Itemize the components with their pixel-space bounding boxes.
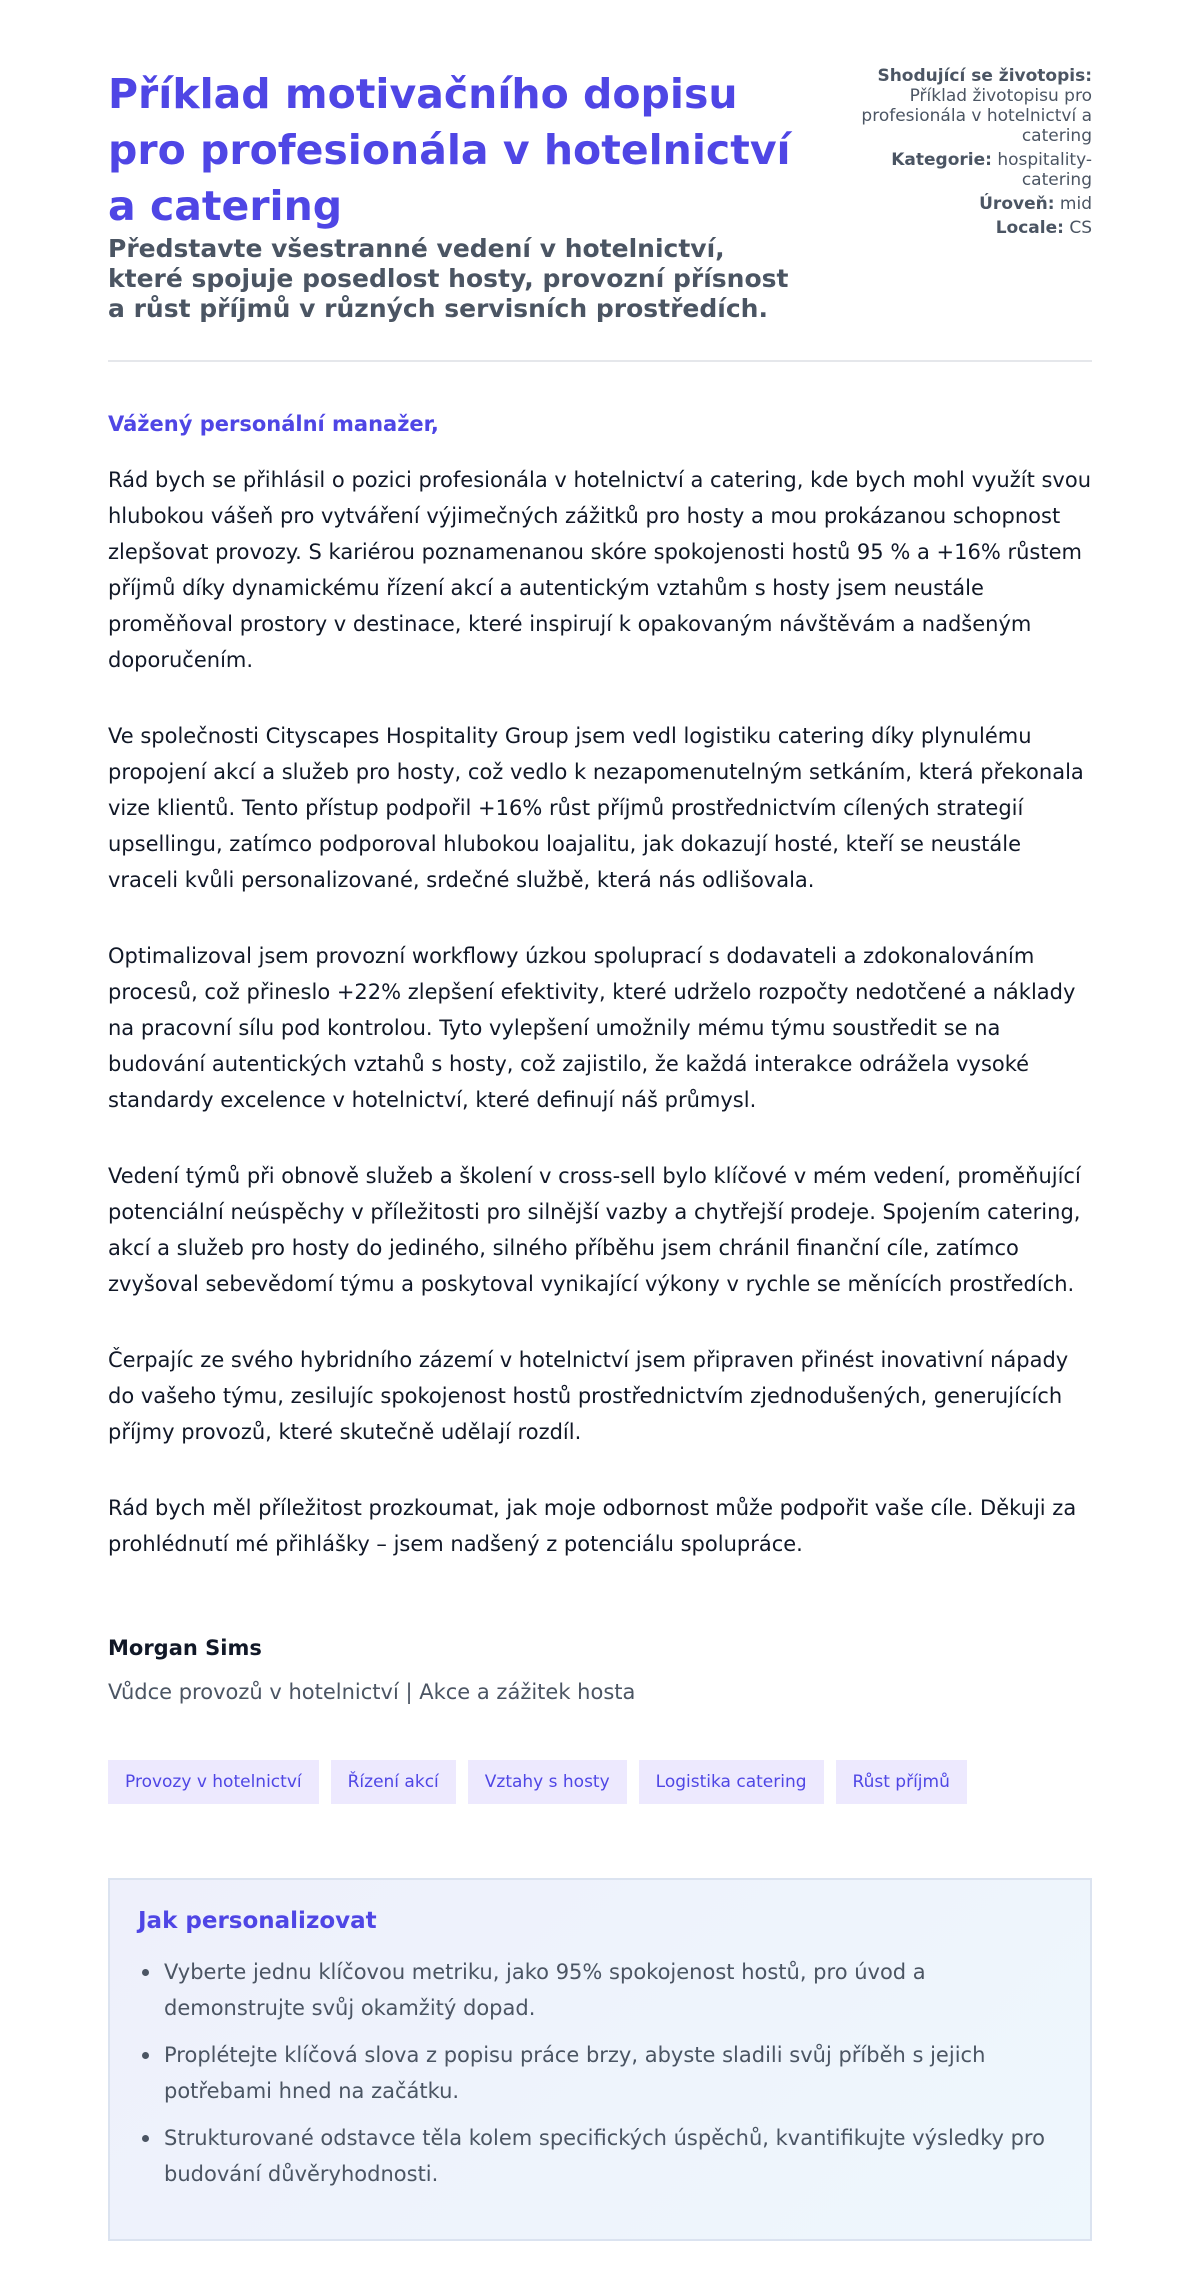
- meta-category-label: Kategorie:: [891, 150, 992, 170]
- signature-name: Morgan Sims: [108, 1636, 262, 1660]
- meta-resume-label: Shodující se životopis:: [877, 66, 1092, 86]
- meta-category-value: hospitality-catering: [997, 150, 1092, 190]
- skill-tag: Růst příjmů: [836, 1760, 967, 1804]
- page-header: [108, 0, 1092, 362]
- page-subtitle: Představte všestranné vedení v hotelnictví, které spojuje posedlost hosty, provozní přísnost a růst příjmů v různých servisních prostředích.: [108, 234, 789, 323]
- signature-block: [108, 1636, 1092, 1704]
- skill-tag: Řízení akcí: [331, 1760, 456, 1804]
- tips-item: Strukturované odstavce těla kolem specifických úspěchů, kvantifikujte výsledky pro budování důvěryhodnosti.: [138, 2120, 1062, 2192]
- meta-panel: [832, 66, 1092, 242]
- letter-paragraph: Ve společnosti Cityscapes Hospitality Group jsem vedl logistiku catering díky plynulému propojení akcí a služeb pro hosty, což vedlo k nezapomenutelným setkáním, která překonala vize klientů. Tento přístup podpořil +16% růst příjmů prostřednictvím cílených strategií upsellingu, zatímco podporoval hlubokou loajalitu, jak dokazují hosté, kteří se neustále vraceli kvůli personalizované, srdečné službě, která nás odlišovala.: [108, 724, 1084, 892]
- meta-category: [832, 150, 1092, 190]
- skill-tag: Logistika catering: [639, 1760, 824, 1804]
- page-title: Příklad motivačního dopisu pro profesionála v hotelnictví a catering: [108, 70, 791, 230]
- letter-paragraph: Rád bych měl příležitost prozkoumat, jak moje odbornost může podpořit vaše cíle. Děkuji za prohlédnutí mé přihlášky – jsem nadšený z potenciálu spolupráce.: [108, 1496, 1077, 1556]
- letter-paragraph: Vedení týmů při obnově služeb a školení v cross-sell bylo klíčové v mém vedení, proměňující potenciální neúspěchy v příležitosti pro silnější vazby a chytřejší prodeje. Spojením catering, akcí a služeb pro hosty do jediného, silného příběhu jsem chránil finanční cíle, zatímco zvyšoval sebevědomí týmu a poskytoval vynikající výkony v rychle se měnících prostředích.: [108, 1164, 1081, 1296]
- letter-paragraph: Rád bych se přihlásil o pozici profesionála v hotelnictví a catering, kde bych mohl využít svou hlubokou vášeň pro vytváření výjimečných zážitků pro hosty a mou prokázanou schopnost zlepšovat provozy. S kariérou poznamenanou skóre spokojenosti hostů 95 % a +16% růstem příjmů díky dynamickému řízení akcí a autentickým vztahům s hosty jsem neustále proměňoval prostory v destinace, které inspirují k opakovaným návštěvám a nadšeným doporučením.: [108, 468, 1092, 672]
- signature-role: Vůdce provozů v hotelnictví | Akce a zážitek hosta: [108, 1680, 636, 1704]
- tips-list: [138, 1954, 1062, 2192]
- letter-paragraph: Čerpajíc ze svého hybridního zázemí v hotelnictví jsem připraven přinést inovativní nápady do vašeho týmu, zesilujíc spokojenost hostů prostřednictvím zjednodušených, generujících příjmy provozů, které skutečně udělají rozdíl.: [108, 1348, 1069, 1444]
- meta-level-value: mid: [1059, 194, 1092, 214]
- tips-item: Vyberte jednu klíčovou metriku, jako 95% spokojenost hostů, pro úvod a demonstrujte svůj okamžitý dopad.: [138, 1954, 1062, 2026]
- meta-locale: [832, 218, 1092, 238]
- personalize-tips-panel: [108, 1878, 1092, 2241]
- meta-locale-label: Locale:: [995, 218, 1064, 238]
- header-titles: [108, 66, 808, 324]
- skill-tags: [108, 1760, 1092, 1804]
- letter-body: [108, 412, 1092, 1562]
- meta-level: [832, 194, 1092, 214]
- tips-title: Jak personalizovat: [138, 1908, 377, 1934]
- skill-tag: Vztahy s hosty: [468, 1760, 627, 1804]
- meta-locale-value: CS: [1069, 218, 1092, 238]
- tips-item: Proplétejte klíčová slova z popisu práce brzy, abyste sladili svůj příběh s jejich potřebami hned na začátku.: [138, 2037, 1062, 2109]
- meta-level-label: Úroveň:: [979, 194, 1055, 214]
- letter-greeting: Vážený personální manažer,: [108, 412, 439, 436]
- meta-resume: [832, 66, 1092, 146]
- meta-resume-value: Příklad životopisu pro profesionála v hotelnictví a catering: [861, 86, 1092, 146]
- skill-tag: Provozy v hotelnictví: [108, 1760, 319, 1804]
- letter-paragraph: Optimalizoval jsem provozní workflowy úzkou spoluprací s dodavateli a zdokonalováním procesů, což přineslo +22% zlepšení efektivity, které udrželo rozpočty nedotčené a náklady na pracovní sílu pod kontrolou. Tyto vylepšení umožnily mému týmu soustředit se na budování autentických vztahů s hosty, což zajistilo, že každá interakce odrážela vysoké standardy excelence v hotelnictví, které definují náš průmysl.: [108, 944, 1076, 1112]
